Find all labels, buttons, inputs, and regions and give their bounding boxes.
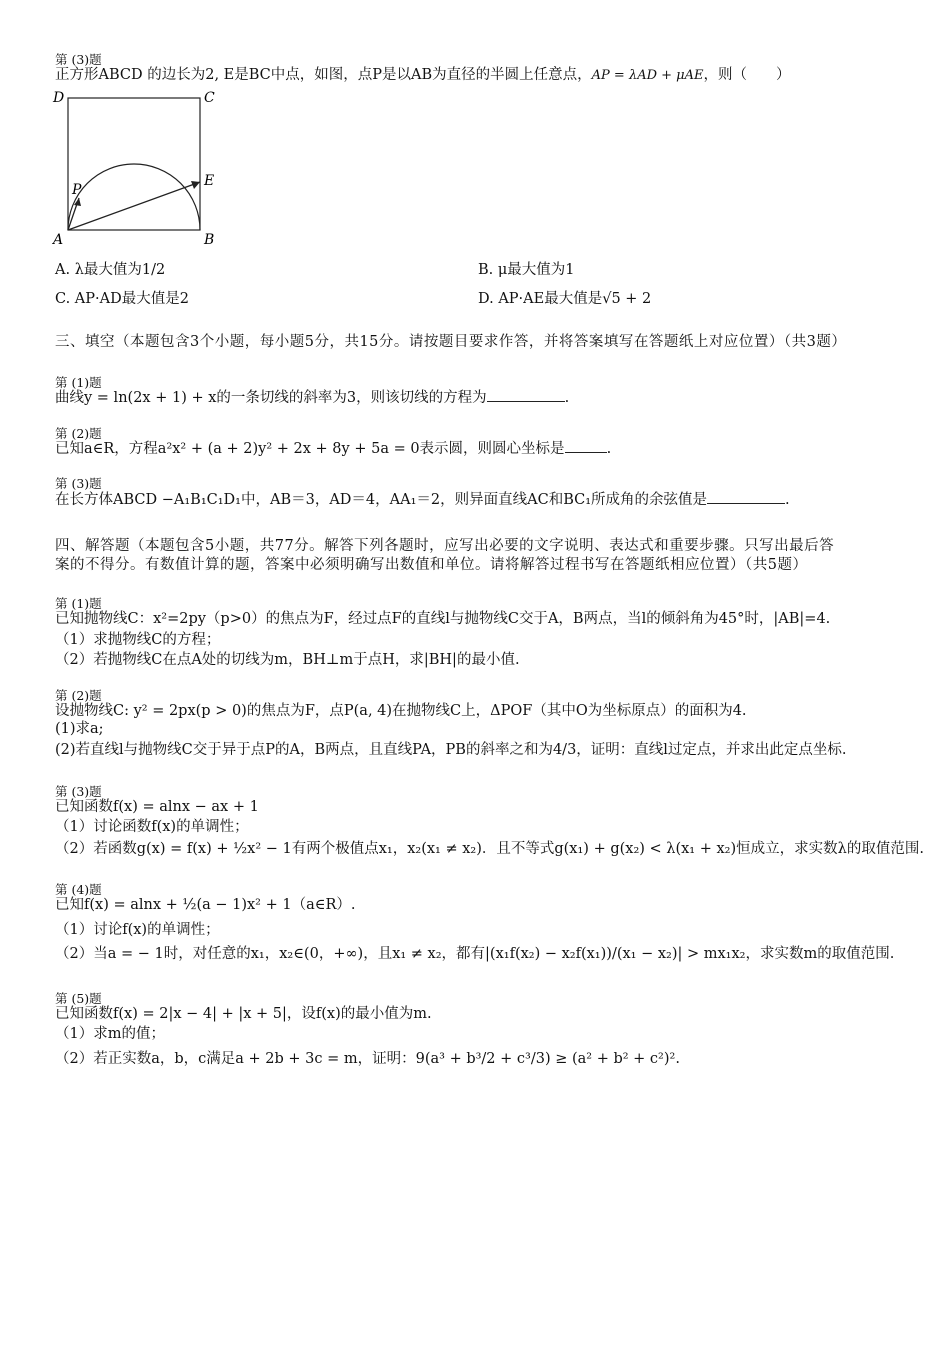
label-a: A bbox=[53, 232, 64, 248]
question-part-2: （2）若抛物线C在点A处的切线为m，BH⊥m于点H，求|BH|的最小值. bbox=[55, 652, 520, 668]
stem-formula: AP = λAD + μAE bbox=[591, 68, 704, 83]
stem-text: 正方形ABCD 的边长为2, E是BC中点，如图，点P是以AB为直径的半圆上任意点， bbox=[55, 67, 592, 83]
question-part-2: （2）若正实数a，b，c满足a + 2b + 3c = m，证明：9(a³ + b³/2 + c³/3) ≥ (a² + b² + c²)². bbox=[55, 1051, 680, 1067]
question-number: 第 (4)题 bbox=[55, 882, 102, 897]
question-number: 第 (3)题 bbox=[55, 476, 102, 491]
label-c: C bbox=[204, 90, 215, 106]
label-d: D bbox=[53, 90, 65, 106]
question-part-2: （2）当a = − 1时，对任意的x₁，x₂∈(0，+∞)，且x₁ ≠ x₂，都有|(x₁f(x₂) − x₂f(x₁))/(x₁ − x₂)| > mx₁x₂，求实数m的取值范围. bbox=[55, 946, 895, 962]
question-number: 第 (2)题 bbox=[55, 688, 102, 703]
semicircle bbox=[68, 164, 200, 230]
stem-end: ，则（ ） bbox=[703, 67, 791, 83]
question-stem: 已知函数f(x) = 2|x − 4| + |x + 5|，设f(x)的最小值为m. bbox=[55, 1006, 432, 1022]
fill-question-3 bbox=[55, 491, 790, 509]
section3-heading: 三、填空（本题包含3个小题，每小题5分，共15分。请按题目要求作答，并将答案填写在答题纸上对应位置）（共3题） bbox=[55, 334, 847, 350]
question-part-2: （2）若函数g(x) = f(x) + ½x² − 1有两个极值点x₁，x₂(x₁ ≠ x₂)．且不等式g(x₁) + g(x₂) < λ(x₁ + x₂)恒成立，求实数λ的取值范围. bbox=[55, 841, 924, 857]
vector-ae bbox=[68, 182, 200, 230]
section4-heading-line2: 案的不得分。有数值计算的题，答案中必须明确写出数值和单位。请将解答过程书写在答题纸相应位置）（共5题） bbox=[55, 557, 808, 573]
question-text: 在长方体ABCD −A₁B₁C₁D₁中，AB＝3，AD＝4，AA₁＝2，则异面直线AC和BC₁所成角的余弦值是 bbox=[55, 492, 708, 508]
question-stem: 已知函数f(x) = alnx − ax + 1 bbox=[55, 799, 259, 815]
question-stem: 已知f(x) = alnx + ½(a − 1)x² + 1（a∈R）. bbox=[55, 897, 356, 913]
question-end: . bbox=[606, 441, 612, 457]
option-b: B. μ最大值为1 bbox=[478, 262, 575, 278]
option-c: C. AP·AD最大值是2 bbox=[55, 291, 189, 307]
answer-blank bbox=[565, 440, 607, 453]
question-part-1: （1）求抛物线C的方程； bbox=[55, 632, 221, 648]
section4-heading-line1: 四、解答题（本题包含5小题，共77分。解答下列各题时，应写出必要的文字说明、表达式和重要步骤。只写出最后答 bbox=[55, 538, 835, 554]
question-part-2: (2)若直线l与抛物线C交于异于点P的A，B两点，且直线PA，PB的斜率之和为4/3，证明：直线l过定点，并求出此定点坐标. bbox=[55, 742, 847, 758]
option-d: D. AP·AE最大值是√5 + 2 bbox=[478, 291, 652, 307]
question-stem bbox=[55, 66, 790, 85]
question-number: 第 (5)题 bbox=[55, 991, 102, 1006]
fill-question-2 bbox=[55, 440, 611, 458]
question-end: . bbox=[564, 390, 570, 406]
question-stem: 设抛物线C: y² = 2px(p > 0)的焦点为F，点P(a, 4)在抛物线C上，ΔPOF（其中O为坐标原点）的面积为4. bbox=[55, 703, 747, 719]
label-e: E bbox=[204, 173, 215, 189]
question-number: 第 (3)题 bbox=[55, 784, 102, 799]
question-stem: 已知抛物线C：x²=2py（p>0）的焦点为F，经过点F的直线l与抛物线C交于A，B两点，当l的倾斜角为45°时，|AB|=4. bbox=[55, 611, 831, 627]
question-end: . bbox=[785, 492, 790, 508]
geometry-figure bbox=[50, 88, 230, 248]
label-p: P bbox=[72, 182, 82, 198]
question-text: 曲线y = ln(2x + 1) + x的一条切线的斜率为3，则该切线的方程为 bbox=[55, 390, 487, 406]
fill-question-1 bbox=[55, 389, 569, 407]
question-part-1: （1）讨论函数f(x)的单调性； bbox=[55, 819, 249, 835]
question-part-1: （1）求m的值； bbox=[55, 1026, 165, 1042]
answer-blank bbox=[487, 389, 565, 402]
question-part-1: (1)求a; bbox=[55, 721, 104, 737]
question-number: 第 (1)题 bbox=[55, 375, 102, 390]
answer-blank bbox=[707, 491, 785, 504]
question-part-1: （1）讨论f(x)的单调性； bbox=[55, 922, 220, 938]
question-number: 第 (1)题 bbox=[55, 596, 102, 611]
question-text: 已知a∈R，方程a²x² + (a + 2)y² + 2x + 8y + 5a = 0表示圆，则圆心坐标是 bbox=[55, 441, 565, 457]
question-number: 第 (3)题 bbox=[55, 52, 102, 67]
option-a: A. λ最大值为1/2 bbox=[55, 262, 166, 278]
label-b: B bbox=[204, 232, 215, 248]
question-number: 第 (2)题 bbox=[55, 426, 102, 441]
